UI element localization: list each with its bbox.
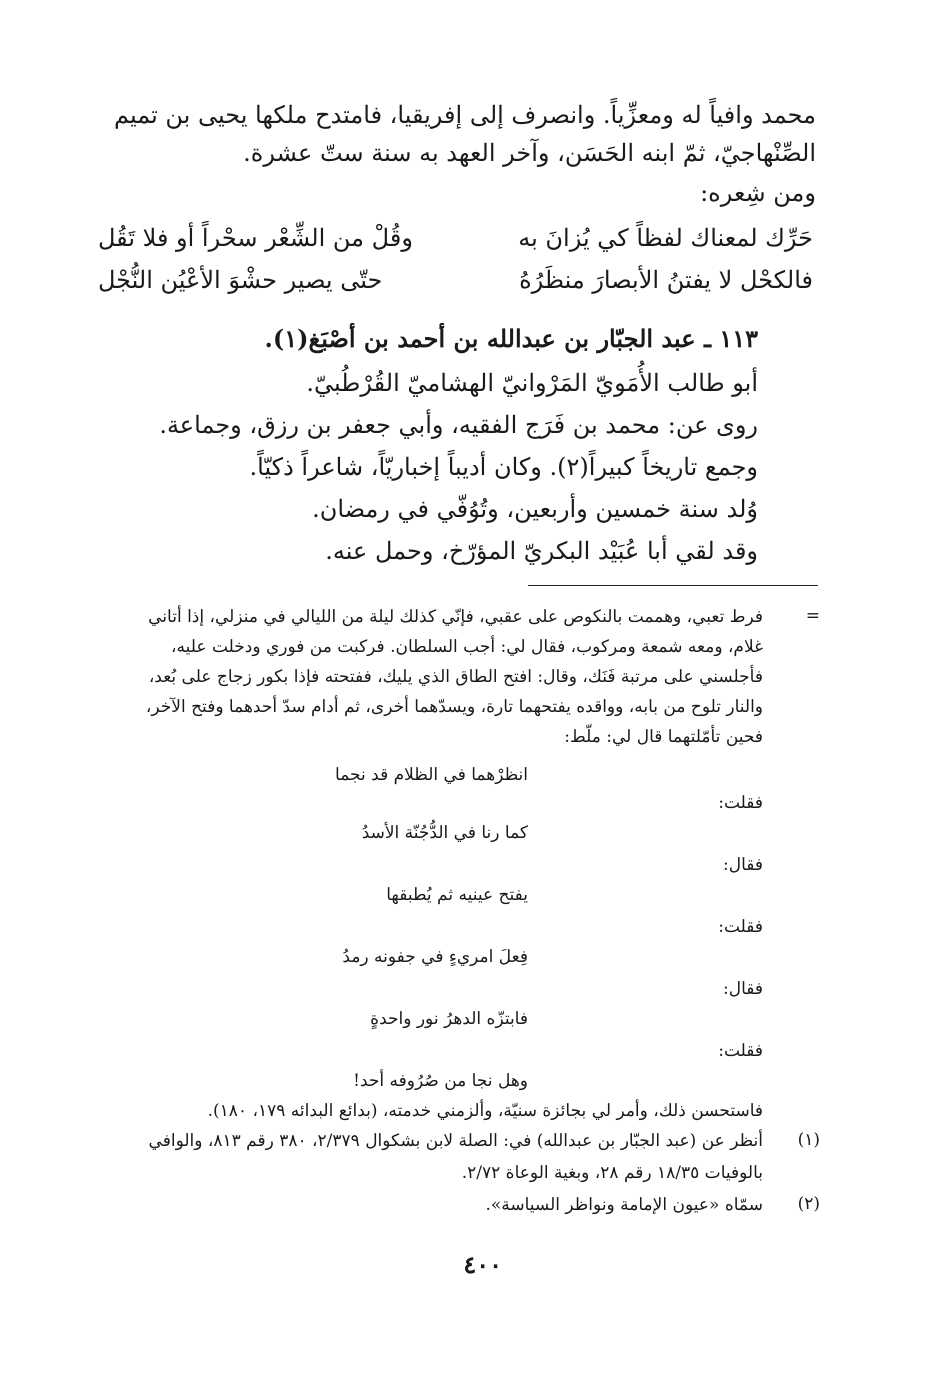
dialogue-verse-3: يفتح عينيه ثم يُطبقها [386, 885, 528, 905]
dialogue-verse-6: وهل نجا من صُرُوفه أحد! [353, 1071, 528, 1091]
main-line-3: ومن شِعره: [700, 179, 816, 207]
footnote-intro-line-2: غلام، ومعه شمعة ومركوب، فقال لي: أجب السلطان. فركبت من فوري ودخلت عليه، [171, 637, 763, 657]
footnote-closing: فاستحسن ذلك، وأمر لي بجائزة سنيّة، وألزمني خدمته، (بدائع البدائه ١٧٩، ١٨٠). [207, 1101, 763, 1121]
footnote-1-line-1: أنظر عن (عبد الجبّار بن عبدالله) في: الصلة لابن بشكوال ٢/٣٧٩، ٣٨٠ رقم ٨١٣، والوافي [148, 1131, 763, 1151]
dialogue-verse-2: كما رنا في الدُّجُنّة الأسدُ [361, 823, 528, 843]
entry-line-5: وقد لقي أبا عُبَيْد البكريّ المؤرّخ، وحمل عنه. [325, 537, 758, 565]
footnote-continuation-mark: = [805, 606, 820, 626]
dialogue-label-4: فقلت: [718, 917, 763, 937]
footnote-2-line-1: سمّاه «عيون الإمامة ونواظر السياسة». [485, 1195, 763, 1215]
footnote-1-line-2: بالوفيات ١٨/٣٥ رقم ٢٨، وبغية الوعاة ٢/٧٢. [461, 1163, 763, 1183]
footnote-intro-line-5: فحين تأمّلتهما قال لي: ملّط: [564, 727, 763, 747]
footnote-intro-line-3: فأجلسني على مرتبة فَنَك، وقال: افتح الطاق الذي يليك، ففتحته فإذا بكور زجاج على بُعد، [148, 667, 763, 687]
entry-heading: ١١٣ ـ عبد الجبّار بن عبدالله بن أحمد بن أصْبَغ(١). [264, 324, 758, 353]
page-number: ٤٠٠ [463, 1250, 502, 1279]
entry-line-4: وُلد سنة خمسين وأربعين، وتُوُفّي في رمضان. [312, 495, 758, 523]
dialogue-verse-4: فِعلَ امريءٍ في جفونه رمدُ [342, 947, 528, 967]
dialogue-label-5: فقال: [723, 979, 763, 999]
dialogue-label-2: فقلت: [718, 793, 763, 813]
footnote-separator [528, 585, 818, 586]
dialogue-verse-1: انظرْهما في الظلام قد نجما [335, 765, 528, 785]
poem-hemistich-right-1: حَرِّك لمعناك لفظاً كي يُزانَ به [518, 224, 813, 252]
main-line-1: محمد وافياً له ومعزِّياً. وانصرف إلى إفريقيا، فامتدح ملكها يحيى بن تميم [114, 101, 816, 129]
poem-hemistich-left-2: حتّى يصير حشْوَ الأعْيُن النُّجْل [98, 266, 383, 294]
footnote-intro-line-1: فرط تعبي، وهممت بالنكوص على عقبي، فإنّي كذلك ليلة من الليالي في منزلي، إذا أتاني [148, 607, 763, 627]
footnote-intro-line-4: والنار تلوح من بابه، وواقده يفتحهما تارة، ويسدّهما أخرى، ثم أدام سدّ أحدهما وفتح الآخر، [145, 697, 763, 717]
dialogue-verse-5: فابتزّه الدهرُ نور واحدةٍ [370, 1009, 528, 1029]
dialogue-label-3: فقال: [723, 855, 763, 875]
poem-hemistich-left-1: وقُلْ من الشِّعْر سحْراً أو فلا تَقُل [98, 224, 413, 252]
main-line-2: الصِّنْهاجيّ، ثمّ ابنه الحَسَن، وآخر العهد به سنة ستّ عشرة. [243, 139, 816, 167]
entry-line-3: وجمع تاريخاً كبيراً(٢). وكان أديباً إخباريّاً، شاعراً ذكيّاً. [249, 453, 758, 481]
footnote-1-number: (١) [797, 1130, 820, 1150]
entry-line-2: روى عن: محمد بن فَرَج الفقيه، وأبي جعفر بن رزق، وجماعة. [159, 411, 758, 439]
dialogue-label-6: فقلت: [718, 1041, 763, 1061]
poem-hemistich-right-2: فالكحْل لا يفتنُ الأبصارَ منظَرُهُ [519, 266, 813, 294]
entry-line-1: أبو طالب الأُمَويّ المَرْوانيّ الهشاميّ القُرْطُبيّ. [306, 369, 758, 397]
footnote-2-number: (٢) [797, 1194, 820, 1214]
